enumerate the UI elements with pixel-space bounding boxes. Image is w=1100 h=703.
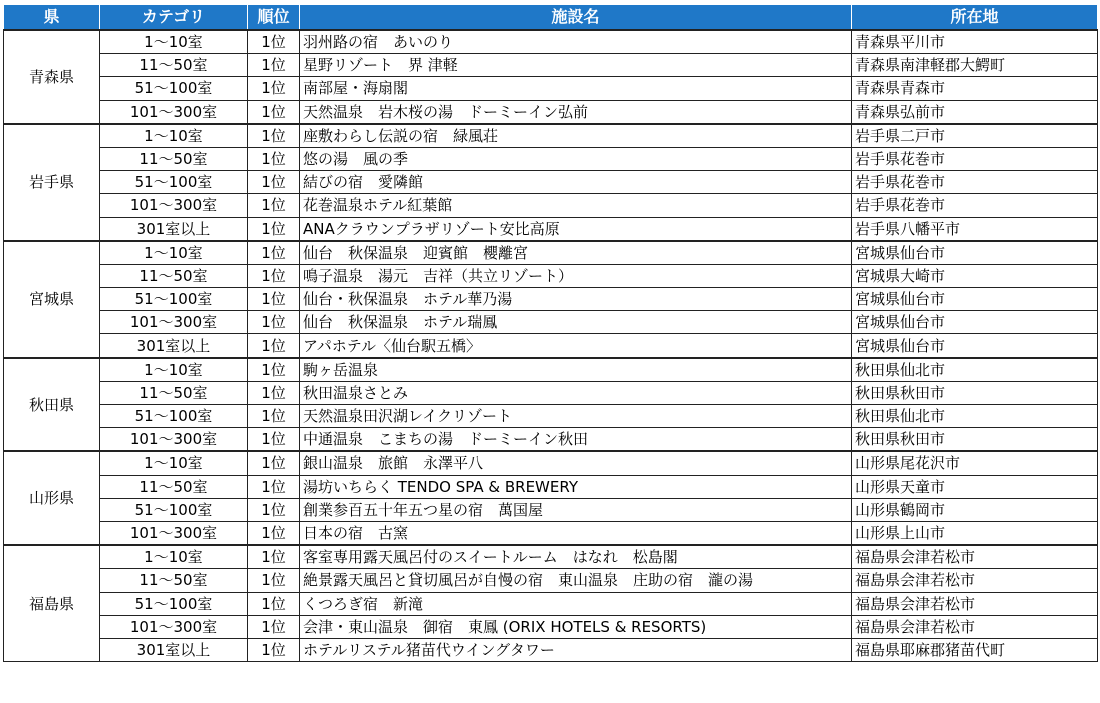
table-row (4, 405, 1098, 428)
location-cell: 山形県尾花沢市 (852, 451, 1098, 475)
location-cell: 岩手県花巻市 (852, 147, 1098, 170)
facility-name-cell: 天然温泉田沢湖レイクリゾート (300, 405, 852, 428)
category-cell: 11～50室 (100, 569, 248, 592)
category-cell: 301室以上 (100, 638, 248, 661)
table-row (4, 264, 1098, 287)
facility-name-cell: 銀山温泉 旅館 永澤平八 (300, 451, 852, 475)
location-cell: 福島県会津若松市 (852, 615, 1098, 638)
facility-name-cell: 座敷わらし伝説の宿 緑風荘 (300, 124, 852, 148)
facility-name-cell: 仙台・秋保温泉 ホテル華乃湯 (300, 288, 852, 311)
table-row (4, 311, 1098, 334)
rank-cell: 1位 (248, 100, 300, 124)
table-row (4, 592, 1098, 615)
category-cell: 1～10室 (100, 30, 248, 54)
category-cell: 101～300室 (100, 311, 248, 334)
rank-cell: 1位 (248, 77, 300, 100)
table-row (4, 545, 1098, 569)
table-row (4, 451, 1098, 475)
table-row (4, 194, 1098, 217)
facility-name-cell: 湯坊いちらく TENDO SPA & BREWERY (300, 475, 852, 498)
rank-cell: 1位 (248, 241, 300, 265)
location-cell: 宮城県仙台市 (852, 311, 1098, 334)
rank-cell: 1位 (248, 545, 300, 569)
facility-name-cell: 羽州路の宿 あいのり (300, 30, 852, 54)
header-category: カテゴリ (100, 5, 248, 31)
location-cell: 福島県会津若松市 (852, 545, 1098, 569)
category-cell: 11～50室 (100, 264, 248, 287)
facility-name-cell: ANAクラウンプラザリゾート安比高原 (300, 217, 852, 241)
facility-name-cell: ホテルリステル猪苗代ウイングタワー (300, 638, 852, 661)
location-cell: 福島県耶麻郡猪苗代町 (852, 638, 1098, 661)
rank-cell: 1位 (248, 615, 300, 638)
facility-name-cell: 星野リゾート 界 津軽 (300, 54, 852, 77)
rank-cell: 1位 (248, 428, 300, 452)
table-body (4, 30, 1098, 662)
category-cell: 11～50室 (100, 147, 248, 170)
facility-name-cell: 会津・東山温泉 御宿 東鳳 (ORIX HOTELS & RESORTS) (300, 615, 852, 638)
category-cell: 1～10室 (100, 358, 248, 382)
location-cell: 秋田県秋田市 (852, 428, 1098, 452)
location-cell: 福島県会津若松市 (852, 592, 1098, 615)
category-cell: 101～300室 (100, 428, 248, 452)
category-cell: 11～50室 (100, 54, 248, 77)
facility-name-cell: 日本の宿 古窯 (300, 521, 852, 545)
location-cell: 岩手県花巻市 (852, 194, 1098, 217)
category-cell: 101～300室 (100, 100, 248, 124)
category-cell: 51～100室 (100, 171, 248, 194)
location-cell: 岩手県二戸市 (852, 124, 1098, 148)
location-cell: 福島県会津若松市 (852, 569, 1098, 592)
location-cell: 青森県平川市 (852, 30, 1098, 54)
table-row (4, 147, 1098, 170)
location-cell: 秋田県仙北市 (852, 405, 1098, 428)
header-prefecture: 県 (4, 5, 100, 31)
prefecture-cell: 山形県 (4, 451, 100, 545)
ranking-table (3, 4, 1098, 662)
category-cell: 11～50室 (100, 381, 248, 404)
rank-cell: 1位 (248, 171, 300, 194)
table-row (4, 498, 1098, 521)
table-row (4, 521, 1098, 545)
facility-name-cell: 結びの宿 愛隣館 (300, 171, 852, 194)
rank-cell: 1位 (248, 264, 300, 287)
category-cell: 1～10室 (100, 124, 248, 148)
rank-cell: 1位 (248, 194, 300, 217)
table-row (4, 124, 1098, 148)
location-cell: 山形県上山市 (852, 521, 1098, 545)
rank-cell: 1位 (248, 311, 300, 334)
table-row (4, 334, 1098, 358)
facility-name-cell: 悠の湯 風の季 (300, 147, 852, 170)
table-row (4, 217, 1098, 241)
prefecture-cell: 岩手県 (4, 124, 100, 241)
rank-cell: 1位 (248, 381, 300, 404)
location-cell: 山形県天童市 (852, 475, 1098, 498)
location-cell: 宮城県大崎市 (852, 264, 1098, 287)
category-cell: 51～100室 (100, 288, 248, 311)
rank-cell: 1位 (248, 498, 300, 521)
rank-cell: 1位 (248, 358, 300, 382)
table-row (4, 475, 1098, 498)
category-cell: 101～300室 (100, 194, 248, 217)
prefecture-cell: 青森県 (4, 30, 100, 124)
category-cell: 101～300室 (100, 521, 248, 545)
rank-cell: 1位 (248, 217, 300, 241)
prefecture-cell: 福島県 (4, 545, 100, 661)
table-row (4, 288, 1098, 311)
table-row (4, 358, 1098, 382)
location-cell: 岩手県花巻市 (852, 171, 1098, 194)
category-cell: 1～10室 (100, 451, 248, 475)
facility-name-cell: 鳴子温泉 湯元 吉祥（共立リゾート） (300, 264, 852, 287)
location-cell: 青森県南津軽郡大鰐町 (852, 54, 1098, 77)
rank-cell: 1位 (248, 475, 300, 498)
rank-cell: 1位 (248, 30, 300, 54)
rank-cell: 1位 (248, 638, 300, 661)
facility-name-cell: くつろぎ宿 新滝 (300, 592, 852, 615)
rank-cell: 1位 (248, 124, 300, 148)
category-cell: 51～100室 (100, 77, 248, 100)
location-cell: 宮城県仙台市 (852, 288, 1098, 311)
table-row (4, 569, 1098, 592)
facility-name-cell: 花巻温泉ホテル紅葉館 (300, 194, 852, 217)
header-facility-name: 施設名 (300, 5, 852, 31)
rank-cell: 1位 (248, 54, 300, 77)
table-header (4, 5, 1098, 31)
facility-name-cell: 仙台 秋保温泉 迎賓館 櫻離宮 (300, 241, 852, 265)
facility-name-cell: 秋田温泉さとみ (300, 381, 852, 404)
category-cell: 101～300室 (100, 615, 248, 638)
facility-name-cell: 客室専用露天風呂付のスイートルーム はなれ 松島閣 (300, 545, 852, 569)
rank-cell: 1位 (248, 334, 300, 358)
table-row (4, 100, 1098, 124)
table-row (4, 638, 1098, 661)
facility-name-cell: 絶景露天風呂と貸切風呂が自慢の宿 東山温泉 庄助の宿 瀧の湯 (300, 569, 852, 592)
table-row (4, 381, 1098, 404)
facility-name-cell: 仙台 秋保温泉 ホテル瑞鳳 (300, 311, 852, 334)
prefecture-cell: 秋田県 (4, 358, 100, 452)
facility-name-cell: 天然温泉 岩木桜の湯 ドーミーイン弘前 (300, 100, 852, 124)
category-cell: 51～100室 (100, 405, 248, 428)
rank-cell: 1位 (248, 592, 300, 615)
rank-cell: 1位 (248, 147, 300, 170)
rank-cell: 1位 (248, 405, 300, 428)
facility-name-cell: 中通温泉 こまちの湯 ドーミーイン秋田 (300, 428, 852, 452)
facility-name-cell: 創業参百五十年五つ星の宿 萬国屋 (300, 498, 852, 521)
location-cell: 宮城県仙台市 (852, 334, 1098, 358)
location-cell: 山形県鶴岡市 (852, 498, 1098, 521)
category-cell: 1～10室 (100, 241, 248, 265)
table-row (4, 615, 1098, 638)
table-row (4, 428, 1098, 452)
category-cell: 301室以上 (100, 334, 248, 358)
location-cell: 青森県弘前市 (852, 100, 1098, 124)
table-row (4, 54, 1098, 77)
category-cell: 1～10室 (100, 545, 248, 569)
prefecture-cell: 宮城県 (4, 241, 100, 358)
rank-cell: 1位 (248, 521, 300, 545)
rank-cell: 1位 (248, 451, 300, 475)
category-cell: 301室以上 (100, 217, 248, 241)
location-cell: 岩手県八幡平市 (852, 217, 1098, 241)
table-row (4, 241, 1098, 265)
header-location: 所在地 (852, 5, 1098, 31)
table-row (4, 77, 1098, 100)
facility-name-cell: アパホテル〈仙台駅五橋〉 (300, 334, 852, 358)
category-cell: 11～50室 (100, 475, 248, 498)
location-cell: 青森県青森市 (852, 77, 1098, 100)
table-row (4, 30, 1098, 54)
category-cell: 51～100室 (100, 498, 248, 521)
facility-name-cell: 南部屋・海扇閣 (300, 77, 852, 100)
category-cell: 51～100室 (100, 592, 248, 615)
header-row (4, 5, 1098, 31)
rank-cell: 1位 (248, 569, 300, 592)
rank-cell: 1位 (248, 288, 300, 311)
location-cell: 秋田県秋田市 (852, 381, 1098, 404)
header-rank: 順位 (248, 5, 300, 31)
location-cell: 宮城県仙台市 (852, 241, 1098, 265)
table-row (4, 171, 1098, 194)
facility-name-cell: 駒ヶ岳温泉 (300, 358, 852, 382)
location-cell: 秋田県仙北市 (852, 358, 1098, 382)
